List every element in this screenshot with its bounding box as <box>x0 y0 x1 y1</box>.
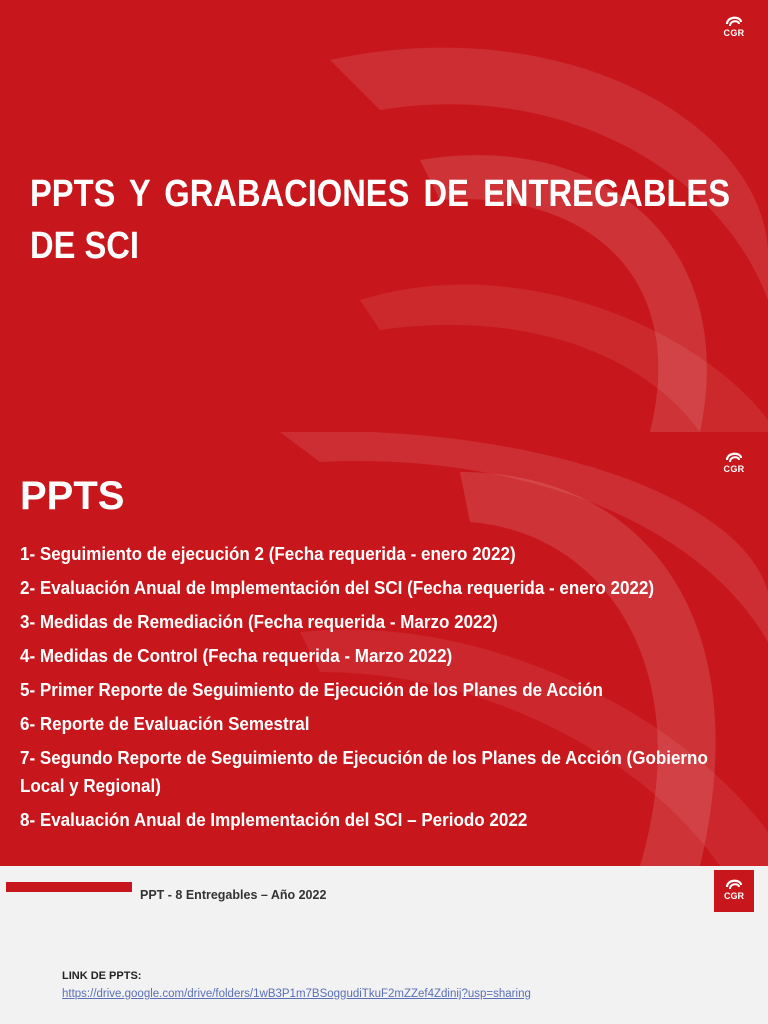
list-item: 8- Evaluación Anual de Implementación del SCI – Periodo 2022 <box>20 809 528 830</box>
list-item: 7- Segundo Reporte de Seguimiento de Ejecución de los Planes de Acción (Gobierno Local y Regional) <box>20 747 708 796</box>
link-slide <box>0 866 768 1024</box>
cgr-logo-text: CGR <box>723 28 745 38</box>
cgr-logo <box>714 448 754 474</box>
list-item: 5- Primer Reporte de Seguimiento de Ejecución de los Planes de Acción <box>20 679 603 700</box>
link-label: LINK DE PPTS: <box>62 970 142 982</box>
list-item: 1- Seguimiento de ejecución 2 (Fecha requerida - enero 2022) <box>20 543 516 564</box>
slide-title: PPTS Y GRABACIONES DE ENTREGABLES DE SCI <box>30 173 731 267</box>
list-item: 3- Medidas de Remediación (Fecha requerida - Marzo 2022) <box>20 611 498 632</box>
ppts-heading: PPTS <box>20 474 125 518</box>
cgr-logo <box>714 870 754 912</box>
cgr-logo-text: CGR <box>724 891 744 901</box>
list-item: 2- Evaluación Anual de Implementación del SCI (Fecha requerida - enero 2022) <box>20 577 655 598</box>
cgr-logo-text: CGR <box>723 464 745 474</box>
slide-caption: PPT - 8 Entregables – Año 2022 <box>140 888 327 902</box>
ppts-slide <box>0 432 768 866</box>
list-item: 4- Medidas de Control (Fecha requerida - Marzo 2022) <box>20 645 453 666</box>
list-item: 6- Reporte de Evaluación Semestral <box>20 713 310 734</box>
title-slide <box>0 0 768 432</box>
deliverables-list <box>20 540 740 840</box>
cgr-logo <box>714 12 754 38</box>
ppts-drive-link[interactable]: https://drive.google.com/drive/folders/1wB3P1m7BSoggudiTkuF2mZZef4Zdinij?usp=sharing <box>62 988 531 1000</box>
accent-bar <box>6 882 132 892</box>
